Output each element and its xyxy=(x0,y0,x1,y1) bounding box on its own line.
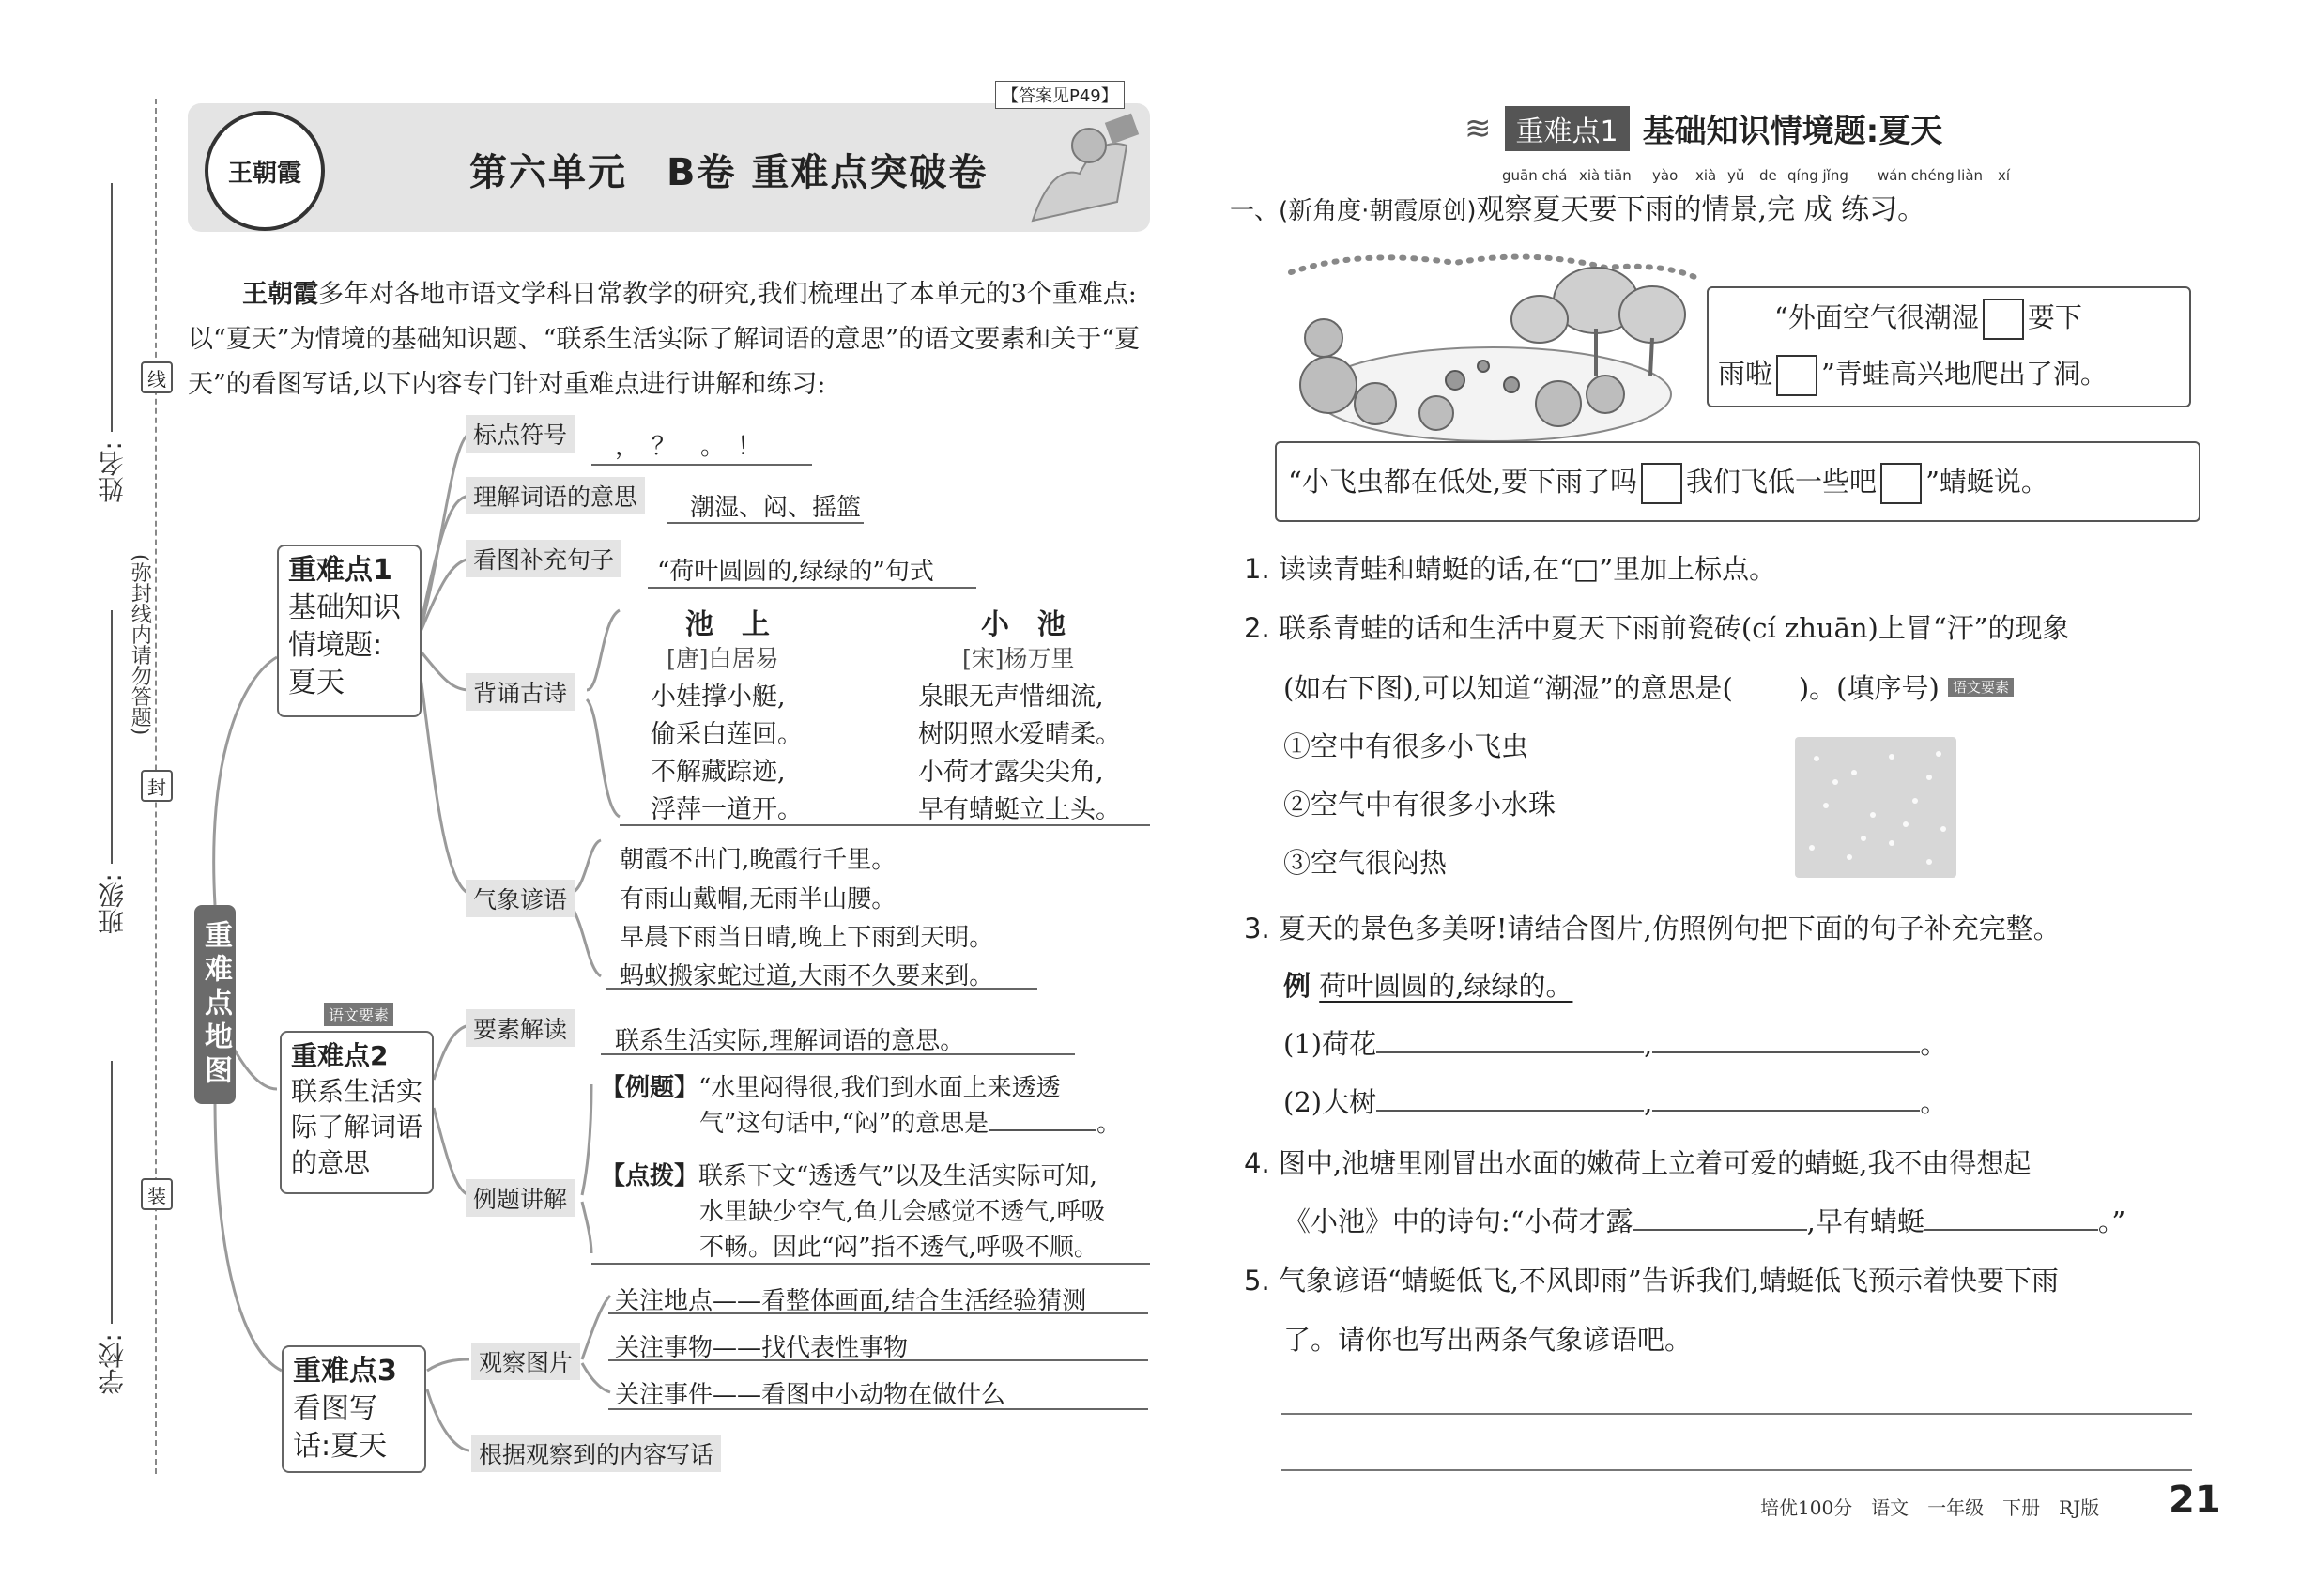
question-2-text-a: (如右下图),可以知道“潮湿”的意思是( xyxy=(1283,672,1733,704)
mark-bind: 装 xyxy=(141,1178,173,1210)
question-2-option: ②空气中有很多小水珠 xyxy=(1283,789,1556,821)
tip-underline xyxy=(591,1263,1150,1265)
section-header xyxy=(1464,105,1942,151)
answer-line-1[interactable] xyxy=(1281,1413,2192,1415)
key-point-1-body: 基础知识情境题:夏天 xyxy=(288,591,401,699)
poem1-author: [唐]白居易 xyxy=(667,645,779,672)
observe-tip: 关注事物——找代表性事物 xyxy=(615,1334,909,1362)
question-3-number: 3. xyxy=(1244,913,1270,944)
example-line2 xyxy=(699,1104,1121,1139)
question-2-option: ①空中有很多小飞虫 xyxy=(1283,730,1529,762)
page-title: 第六单元 B卷 重难点突破卷 xyxy=(469,151,989,194)
frog-text-4: ”青蛙高兴地爬出了洞。 xyxy=(1821,358,2108,390)
picture-underline xyxy=(648,587,976,589)
cat-example: 例题讲解 xyxy=(466,1179,575,1217)
question-3-item-1 xyxy=(1283,1023,1947,1062)
example-tag: 【例题】 xyxy=(601,1074,699,1102)
item-2-blank-a[interactable] xyxy=(1376,1110,1644,1112)
example-label: 例 xyxy=(1283,970,1311,1002)
cat-word-meaning: 理解词语的意思 xyxy=(466,477,645,514)
observe-tip: 关注事件——看图中小动物在做什么 xyxy=(615,1381,1006,1409)
section-badge: 重难点1 xyxy=(1505,106,1630,151)
question-3-item-2 xyxy=(1283,1082,1947,1120)
frog-punct-box-1[interactable] xyxy=(1983,299,2024,340)
item-1-period: 。 xyxy=(1920,1028,1948,1060)
pinyin-annotation: xí xyxy=(1998,167,2011,184)
element-underline xyxy=(601,1053,1075,1055)
proverb: 蚂蚁搬家蛇过道,大雨不久要来到。 xyxy=(620,962,994,990)
dragonfly-text-3: ”蜻蜓说。 xyxy=(1925,466,2048,498)
footer-text: 培优100分 语文 一年级 下册 RJ版 xyxy=(1760,1496,2100,1519)
proverb: 朝霞不出门,晚霞行千里。 xyxy=(620,846,897,874)
answer-reference: 【答案见P49】 xyxy=(995,81,1125,109)
question-4-text-a: 《小池》中的诗句:“小荷才露 xyxy=(1283,1205,1633,1237)
question-2-line2 xyxy=(1283,668,2014,706)
dragonfly-text-2: 我们飞低一些吧 xyxy=(1686,466,1878,498)
summer-pond-illustration xyxy=(1286,244,1699,446)
item-1-blank-a[interactable] xyxy=(1376,1051,1644,1053)
word-underline xyxy=(667,522,864,524)
pinyin-annotation: liàn xyxy=(1957,167,1984,184)
wave-icon: ≋ xyxy=(1464,109,1492,147)
dragonfly-speech-bubble xyxy=(1275,441,2200,522)
section-title: 基础知识情境题:夏天 xyxy=(1642,113,1943,150)
item-2-blank-b[interactable] xyxy=(1652,1110,1920,1112)
question-2-option: ③空气很闷热 xyxy=(1283,847,1448,879)
poem-blank-2[interactable] xyxy=(1924,1229,2098,1231)
question-4 xyxy=(1244,1143,2031,1181)
punctuation-underline xyxy=(591,464,812,466)
dragonfly-text-1: “小飞虫都在低处,要下雨了吗 xyxy=(1288,466,1638,498)
intro-question xyxy=(1230,186,1925,227)
item-2-label: (2)大树 xyxy=(1283,1086,1377,1118)
example-sentence: 荷叶圆圆的,绿绿的。 xyxy=(1319,970,1573,1002)
pinyin-annotation: yǔ xyxy=(1727,167,1745,184)
poem1-line: 浮萍一道开。 xyxy=(651,795,803,824)
key-point-3-body: 看图写话:夏天 xyxy=(293,1392,388,1463)
key-point-2-head: 重难点2 xyxy=(291,1040,389,1071)
poem2-line: 树阴照水爱晴柔。 xyxy=(918,720,1121,749)
cat-picture-sentence: 看图补充句子 xyxy=(466,540,621,577)
proverb: 早晨下雨当日晴,晚上下雨到天明。 xyxy=(620,924,994,952)
question-5 xyxy=(1244,1260,2059,1298)
question-4-line2 xyxy=(1283,1201,2125,1239)
picture-pattern: “荷叶圆圆的,绿绿的”句式 xyxy=(657,558,934,586)
item-2-period: 。 xyxy=(1920,1086,1948,1118)
question-2-tag: 语文要素 xyxy=(1948,678,2014,697)
page-number: 21 xyxy=(2169,1479,2221,1522)
tip-text: 联系下文“透透气”以及生活实际可知, xyxy=(698,1162,1097,1190)
tip-text: 不畅。因此“闷”指不透气,呼吸不顺。 xyxy=(699,1234,1098,1262)
key-point-2-body: 联系生活实际了解词语的意思 xyxy=(291,1076,423,1178)
poem2-author: [宋]杨万里 xyxy=(962,645,1075,672)
answer-line-2[interactable] xyxy=(1281,1469,2192,1471)
question-2 xyxy=(1244,607,2070,646)
frog-text-1: “外面空气很潮湿 xyxy=(1774,301,1979,333)
observe-tip: 关注地点——看整体画面,结合生活经验猜测 xyxy=(615,1287,1087,1315)
class-label: 班级: xyxy=(97,873,128,935)
frog-punct-box-2[interactable] xyxy=(1776,355,1817,396)
element-explanation: 联系生活实际,理解词语的意思。 xyxy=(615,1027,965,1055)
question-2-text-b: )。(填序号) xyxy=(1798,672,1940,704)
key-point-3-head: 重难点3 xyxy=(293,1355,397,1388)
frog-speech-bubble xyxy=(1707,286,2191,407)
question-4-text-c: 。” xyxy=(2097,1205,2126,1237)
intro-instruction: 观察夏天要下雨的情景,完 成 练习。 xyxy=(1476,193,1926,226)
question-1 xyxy=(1244,548,1776,587)
item-1-blank-b[interactable] xyxy=(1652,1051,1920,1053)
example-line1 xyxy=(601,1068,1061,1103)
name-label: 姓名: xyxy=(97,441,128,503)
mark-seal: 封 xyxy=(141,770,173,802)
tip-text: 水里缺少空气,鱼儿会感觉不透气,呼吸 xyxy=(699,1198,1106,1226)
poem-underline xyxy=(620,824,1150,826)
frog-text-3: 雨啦 xyxy=(1718,358,1773,390)
question-2-line1: 联系青蛙的话和生活中夏天下雨前瓷砖(cí zhuān)上冒“汗”的现象 xyxy=(1278,612,2070,644)
dragonfly-punct-box-1[interactable] xyxy=(1641,463,1682,504)
poem2-line: 泉眼无声惜细流, xyxy=(918,683,1104,712)
item-1-label: (1)荷花 xyxy=(1283,1028,1377,1060)
key-point-2-tag: 语文要素 xyxy=(324,1003,393,1026)
brand-seal-logo: 王朝霞 xyxy=(205,111,325,231)
question-5-line1: 气象谚语“蜻蜓低飞,不风即雨”告诉我们,蜻蜓低飞预示着快要下雨 xyxy=(1278,1265,2059,1297)
item-1-comma: , xyxy=(1644,1028,1653,1060)
example-text1: “水里闷得很,我们到水面上来透透 xyxy=(698,1074,1061,1102)
tip-line1 xyxy=(601,1157,1097,1191)
question-5-line2: 了。请你也写出两条气象谚语吧。 xyxy=(1283,1324,1693,1356)
frog-text-2: 要下 xyxy=(2027,301,2082,333)
pinyin-annotation: qíng jǐng xyxy=(1787,167,1848,184)
proverb: 有雨山戴帽,无雨半山腰。 xyxy=(620,885,897,913)
key-point-1-head: 重难点1 xyxy=(288,554,392,587)
pinyin-annotation: wán chéng xyxy=(1878,167,1955,184)
question-3-example xyxy=(1283,965,1572,1004)
word-list: 潮湿、闷、摇篮 xyxy=(690,494,862,522)
observe-underline xyxy=(608,1408,1148,1410)
poem1-line: 偷采白莲回。 xyxy=(651,720,803,749)
pinyin-annotation: de xyxy=(1759,167,1777,184)
poem2-title: 小 池 xyxy=(981,608,1066,641)
cat-ancient-poem: 背诵古诗 xyxy=(466,673,575,711)
question-4-text-b: ,早有蜻蜓 xyxy=(1806,1205,1924,1237)
cat-weather-proverb: 气象谚语 xyxy=(466,880,575,917)
mindmap-spine: 重难点地图 xyxy=(194,905,236,1104)
question-3 xyxy=(1244,908,2061,946)
key-point-2 xyxy=(280,1031,434,1194)
wet-tile-photo xyxy=(1795,737,1956,878)
pinyin-annotation: yào xyxy=(1652,167,1679,184)
cat-punctuation: 标点符号 xyxy=(466,415,575,453)
school-label: 学校: xyxy=(97,1333,128,1395)
question-4-number: 4. xyxy=(1244,1147,1270,1179)
cat-element: 要素解读 xyxy=(466,1009,575,1047)
proverb-underline xyxy=(606,988,1037,990)
intro-brand: 王朝霞 xyxy=(242,280,318,309)
question-1-text: 读读青蛙和蜻蜓的话,在“□”里加上标点。 xyxy=(1278,553,1777,585)
pinyin-annotation: xià xyxy=(1695,167,1717,184)
pinyin-annotation: guān chá xyxy=(1502,167,1568,184)
intro-prefix: 一、(新角度·朝霞原创) xyxy=(1230,197,1477,225)
question-3-text: 夏天的景色多美呀!请结合图片,仿照例句把下面的句子补充完整。 xyxy=(1278,913,2061,944)
question-2-number: 2. xyxy=(1244,612,1270,644)
poem2-line: 小荷才露尖尖角, xyxy=(918,758,1104,787)
poem-blank-1[interactable] xyxy=(1633,1229,1807,1231)
key-point-1 xyxy=(277,545,422,717)
poem1-title: 池 上 xyxy=(685,608,770,641)
punctuation-marks: ， ？ 。 ！ xyxy=(615,433,762,461)
example-text2: 气”这句话中,“闷”的意思是 xyxy=(699,1110,989,1138)
tip-tag: 【点拨】 xyxy=(601,1162,699,1190)
binding-notice: (弥封线内请勿答题) xyxy=(128,554,152,736)
question-5-number: 5. xyxy=(1244,1265,1270,1297)
example-end: 。 xyxy=(1096,1110,1122,1138)
poem2-line: 早有蜻蜓立上头。 xyxy=(918,795,1121,824)
question-4-line1: 图中,池塘里刚冒出水面的嫩荷上立着可爱的蜻蜓,我不由得想起 xyxy=(1278,1147,2032,1179)
dragonfly-punct-box-2[interactable] xyxy=(1880,463,1922,504)
observe-underline xyxy=(608,1312,1148,1314)
mark-line: 线 xyxy=(141,361,173,393)
item-2-comma: , xyxy=(1644,1086,1653,1118)
observe-underline xyxy=(608,1359,1148,1361)
poem1-line: 小娃撑小艇, xyxy=(651,683,786,712)
example-answer-blank[interactable] xyxy=(989,1129,1096,1131)
question-1-number: 1. xyxy=(1244,553,1270,585)
intro-text: 多年对各地市语文学科日常教学的研究,我们梳理出了本单元的3个重难点:以“夏天”为情境的基础知识题、“联系生活实际了解词语的意思”的语文要素和关于“夏天”的看图写话,以下内容专门针对重难点进行讲解和练习: xyxy=(188,280,1141,399)
pinyin-annotation: xià tiān xyxy=(1579,167,1632,184)
cat-observe: 观察图片 xyxy=(471,1343,580,1380)
key-point-3 xyxy=(282,1345,426,1473)
cat-write-from-observation: 根据观察到的内容写话 xyxy=(471,1435,721,1472)
poem1-line: 不解藏踪迹, xyxy=(651,758,786,787)
